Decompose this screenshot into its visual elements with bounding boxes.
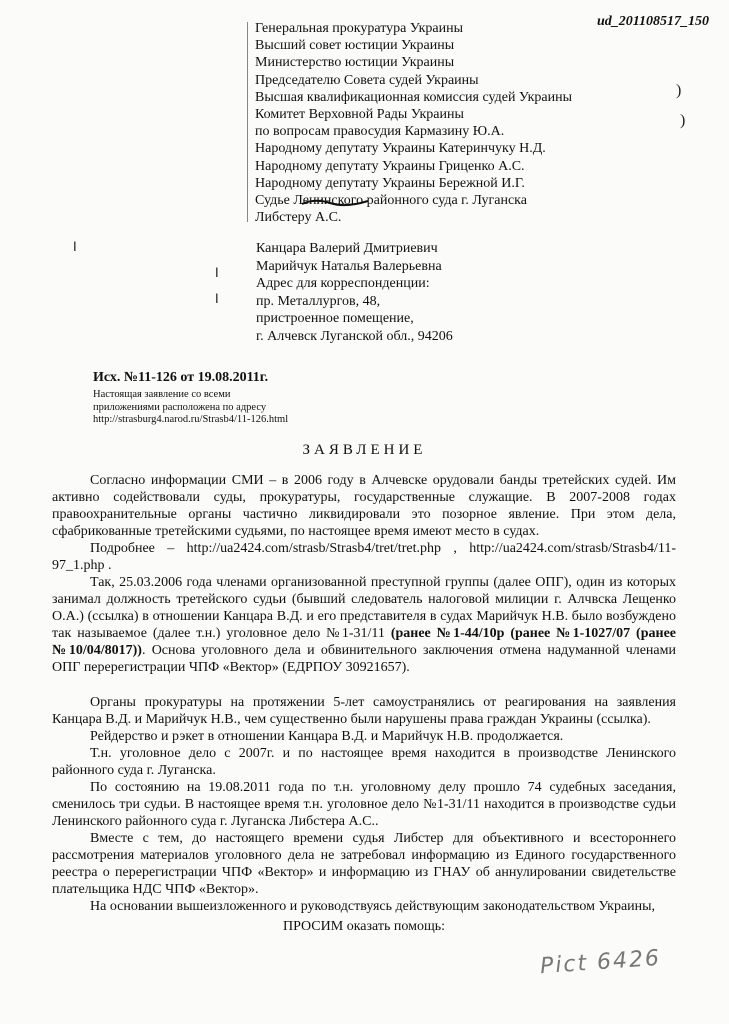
outgoing-note-line: Настоящая заявление со всеми bbox=[93, 389, 231, 400]
margin-mark: ╷ bbox=[212, 260, 222, 277]
paragraph-text: Так, 25.03.2006 года членами организованной преступной группы (далее ОПГ), один из которых занимал должность третейского судьи (бывший следователь налоговой милиции г. Алчвска Лещенко О.А.) (ссылка) в отношении Канцара В.Д. и его представителя в судах Марийчук Н.В. было возбуждено так называемое (далее т.н.) уголовное дело №1-31/11 bbox=[52, 575, 676, 641]
recipient-line: по вопросам правосудия Кармазину Ю.А. bbox=[255, 124, 505, 140]
handwritten-scribble bbox=[300, 196, 370, 208]
recipient-line: Комитет Верховной Рады Украины bbox=[255, 107, 464, 123]
document-id: ud_201108517_150 bbox=[596, 14, 709, 29]
handwritten-stamp: Pict 6426 bbox=[539, 945, 662, 980]
margin-mark: ) bbox=[680, 112, 686, 129]
outgoing-note-line: приложениями расположена по адресу bbox=[93, 401, 267, 413]
recipient-line: Народному депутату Украины Катеринчуку Н.Д. bbox=[255, 141, 546, 157]
sender-block bbox=[256, 240, 676, 346]
margin-mark: ╷ bbox=[70, 234, 80, 251]
sender-line: пр. Металлургов, 48, bbox=[256, 293, 381, 309]
paragraph: Органы прокуратуры на протяжении 5-лет самоустранялись от реагирования на заявления Канцара В.Д. и Марийчук Н.В., чем существенно были нарушены права граждан Украины (ссылка). bbox=[52, 695, 676, 727]
outgoing-number: Исх. №11-126 от 19.08.2011г. bbox=[93, 370, 269, 385]
outgoing-note-url: http://strasburg4.narod.ru/Strasb4/11-126.html bbox=[93, 414, 289, 425]
recipient-line: Высший совет юстиции Украины bbox=[255, 38, 455, 54]
recipient-line: Народному депутату Украины Гриценко А.С. bbox=[255, 158, 525, 174]
recipient-line: Либстеру А.С. bbox=[255, 210, 342, 226]
sender-line: Канцара Валерий Дмитриевич bbox=[256, 241, 438, 256]
document-body bbox=[52, 472, 676, 935]
margin-mark: ╷ bbox=[212, 286, 222, 303]
case-numbers-bold: (ранее №1-44/10р (ранее №1-1027/07 (ранее №10/04/8017)) bbox=[52, 626, 676, 658]
paragraph: Вместе с тем, до настоящего времени судья Либстер для объективного и всестороннего рассмотрения материалов уголовного дела не затребовал информацию из Единого государственного реестра о перерегистрации ЧПФ «Вектор» и информацию из ГНАУ об аннулировании свидетельстве плательщика НДС ЧПФ «Вектор». bbox=[52, 831, 676, 897]
recipient-bracket bbox=[247, 22, 251, 222]
sender-line: Адрес для корреспонденции: bbox=[256, 276, 430, 292]
recipient-line: Министерство юстиции Украины bbox=[255, 55, 455, 71]
paragraph bbox=[52, 574, 676, 676]
request-line: ПРОСИМ оказать помощь: bbox=[282, 919, 446, 934]
paragraph: По состоянию на 19.08.2011 года по т.н. уголовному делу прошло 74 судебных заседания, сменилось три судьи. В настоящее время т.н. уголовное дело №1-31/11 находится в производстве судьи Ленинского районного суда г. Луганска Либстера А.С.. bbox=[52, 780, 676, 829]
document-title: ЗАЯВЛЕНИЕ bbox=[302, 442, 427, 458]
paragraph: Т.н. уголовное дело с 2007г. и по настоящее время находится в производстве Ленинского районного суда г. Луганска. bbox=[52, 746, 676, 778]
recipient-line: Народному депутату Украины Бережной И.Г. bbox=[255, 175, 525, 191]
paragraph: Рейдерство и рэкет в отношении Канцара В.Д. и Марийчук Н.В. продолжается. bbox=[90, 729, 564, 744]
sender-line: пристроенное помещение, bbox=[256, 311, 414, 327]
outgoing-reference bbox=[93, 370, 493, 427]
recipient-line: Председателю Совета судей Украины bbox=[255, 72, 479, 88]
margin-mark: ) bbox=[676, 82, 682, 99]
paragraph-text: . Основа уголовного дела и обвинительного заключения отмена надуманной членами ОПГ перерегистрации ЧПФ «Вектор» (ЕДРПОУ 30921657). bbox=[52, 643, 676, 675]
paragraph: Согласно информации СМИ – в 2006 году в Алчевске орудовали банды третейских судей. Им активно содействовали суды, прокуратуры, государственные служащие. В 2007-2008 годах правоохранительные органы частично ликвидировали это позорное явление. При этом дела, сфабрикованные третейскими судьями, по настоящее время имеют место в судах. bbox=[52, 473, 676, 539]
recipient-line: Генеральная прокуратура Украины bbox=[255, 21, 463, 36]
sender-line: г. Алчевск Луганской обл., 94206 bbox=[256, 328, 453, 344]
sender-line: Марийчук Наталья Валерьевна bbox=[256, 258, 442, 274]
paragraph-links: Подробнее – http://ua2424.com/strasb/Strasb4/tret/tret.php , http://ua2424.com/strasb/Strasb4/11-97_1.php . bbox=[52, 541, 676, 573]
paragraph: На основании вышеизложенного и руководствуясь действующим законодательством Украины, bbox=[90, 899, 656, 914]
recipient-line: Высшая квалификационная комиссия судей Украины bbox=[255, 89, 573, 105]
recipient-line: Судье Ленинского районного суда г. Луганска bbox=[255, 193, 527, 209]
